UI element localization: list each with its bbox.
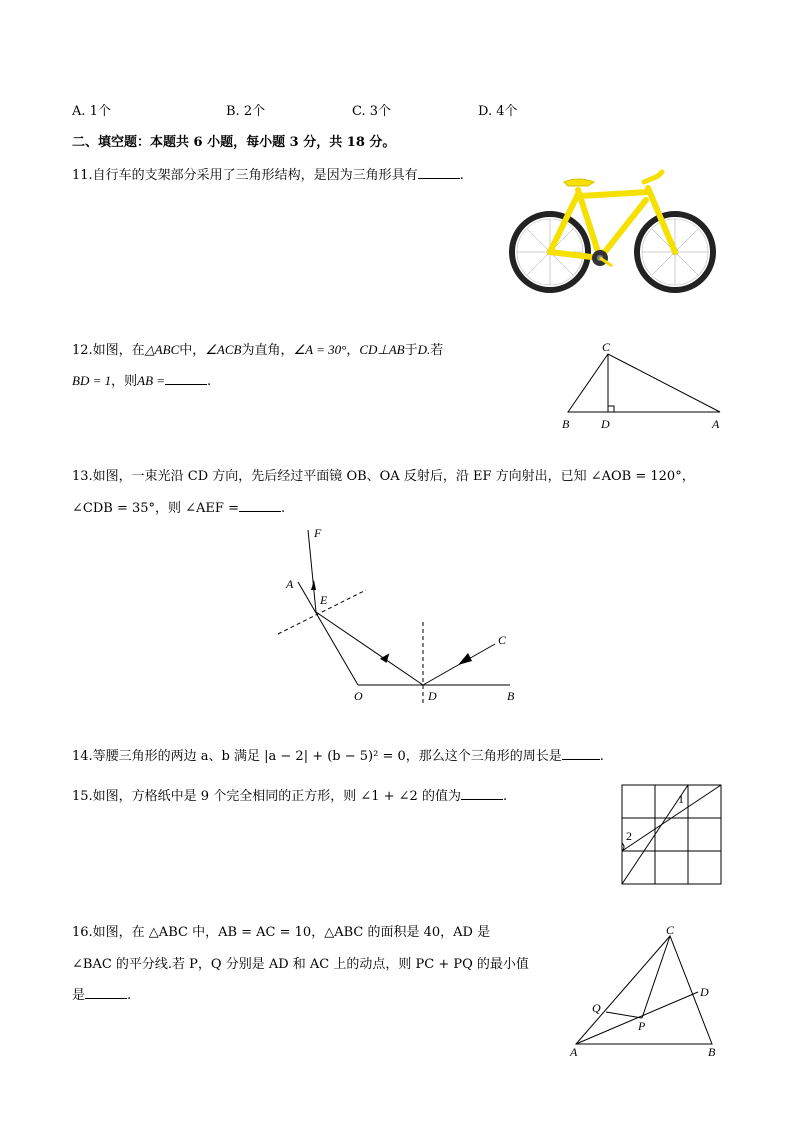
question-16-line-3: 是 . <box>72 988 132 1003</box>
question-16-line-1: 16.如图，在 △ABC 中，AB = AC = 10，△ABC 的面积是 40，AD 是 <box>72 925 491 940</box>
choice-a: A. 1个 <box>72 104 111 119</box>
label-o: O <box>354 689 363 703</box>
answer-blank <box>461 787 503 800</box>
question-15: 15.如图，方格纸中是 9 个完全相同的正方形，则 ∠1 + ∠2 的值为 . <box>72 789 508 804</box>
question-12-line-1: 12.如图，在△ABC中，∠ACB为直角，∠A = 30°，CD⊥AB于D.若 <box>72 342 444 358</box>
choice-b: B. 2个 <box>226 104 266 119</box>
label-f: F <box>314 526 322 540</box>
triangle-abc-figure <box>556 336 732 434</box>
label-a: A <box>712 417 720 431</box>
angle-2-label: 2 <box>626 829 632 843</box>
grid-angle-figure <box>618 781 724 889</box>
choice-d: D. 4个 <box>478 104 518 119</box>
label-b: B <box>562 417 570 431</box>
question-14: 14.等腰三角形的两边 a、b 满足 |a − 2| + (b − 5)² = 0，那么这个三角形的周长是 . <box>72 749 604 764</box>
question-11: 11.自行车的支架部分采用了三角形结构，是因为三角形具有 . <box>72 168 464 183</box>
label-b: B <box>507 689 515 703</box>
label-q: Q <box>592 1001 601 1015</box>
label-c: C <box>498 633 507 647</box>
triangle-pq-figure <box>562 922 730 1062</box>
label-d: D <box>700 985 709 999</box>
answer-blank <box>239 499 281 512</box>
section-heading: 二、填空题：本题共 6 小题，每小题 3 分，共 18 分。 <box>72 135 396 150</box>
label-d: D <box>601 417 610 431</box>
question-16-line-2: ∠BAC 的平分线.若 P，Q 分别是 AD 和 AC 上的动点，则 PC + PQ 的最小值 <box>72 957 529 972</box>
choice-c: C. 3个 <box>352 104 392 119</box>
label-p: P <box>638 1019 646 1033</box>
answer-blank <box>165 372 207 385</box>
bicycle-illustration <box>508 168 720 300</box>
label-a: A <box>570 1045 578 1059</box>
answer-blank <box>562 747 600 760</box>
question-13-line-1: 13.如图，一束光沿 CD 方向，先后经过平面镜 OB、OA 反射后，沿 EF 方向射出，已知 ∠AOB = 120°， <box>72 469 695 484</box>
answer-blank <box>85 986 127 999</box>
question-13-line-2: ∠CDB = 35°，则 ∠AEF = . <box>72 501 286 516</box>
label-b: B <box>708 1045 716 1059</box>
label-c: C <box>666 923 675 937</box>
answer-blank <box>418 166 460 179</box>
label-e: E <box>320 593 328 607</box>
label-d: D <box>428 689 437 703</box>
label-a: A <box>286 577 294 591</box>
angle-1-label: 1 <box>678 792 684 806</box>
question-12-line-2: BD = 1，则AB = . <box>72 373 212 389</box>
mirror-reflection-figure <box>270 522 530 708</box>
label-c: C <box>602 340 611 354</box>
